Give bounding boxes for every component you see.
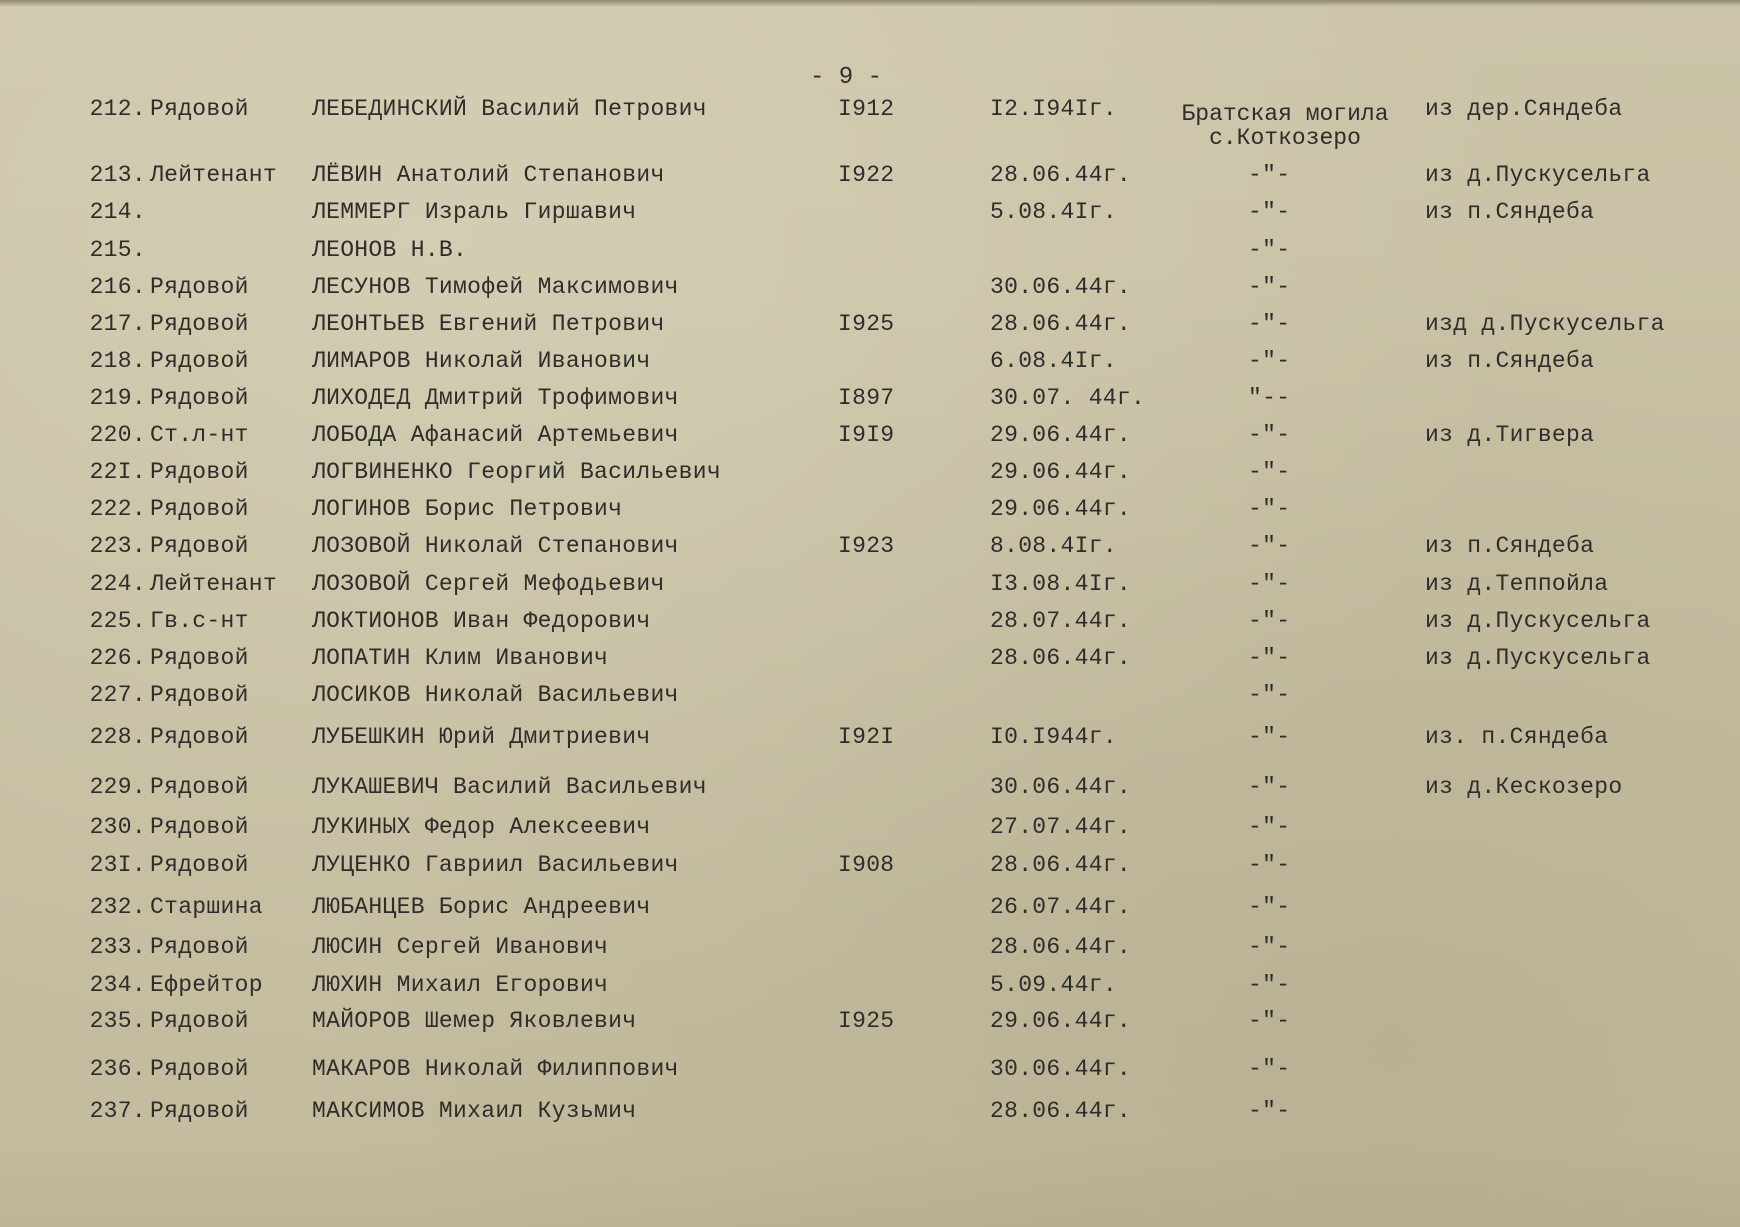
reburied-from: из п.Сяндеба xyxy=(1425,533,1595,559)
row-number: 236. xyxy=(89,1056,146,1082)
burial-place: -"- xyxy=(1248,496,1291,522)
death-date: 28.06.44г. xyxy=(990,645,1132,671)
soldier-name: ЛУЦЕНКО Гавриил Васильевич xyxy=(312,852,679,878)
soldier-name: ЛЕБЕДИНСКИЙ Василий Петрович xyxy=(312,96,707,122)
page-number: - 9 - xyxy=(810,64,883,91)
rank: Рядовой xyxy=(150,274,249,300)
reburied-from: из д.Тигвера xyxy=(1425,422,1595,448)
row-number: 224. xyxy=(89,571,146,597)
death-date: 6.08.4Iг. xyxy=(990,348,1117,374)
rank: Старшина xyxy=(150,894,263,920)
burial-place-header xyxy=(1165,102,1405,150)
rank: Рядовой xyxy=(150,385,249,411)
death-date: 29.06.44г. xyxy=(990,422,1132,448)
row-number: 237. xyxy=(89,1098,146,1124)
soldier-name: ЛИМАРОВ Николай Иванович xyxy=(312,348,651,374)
soldier-name: ЛОКТИОНОВ Иван Федорович xyxy=(312,608,651,634)
row-number: 232. xyxy=(89,894,146,920)
burial-header-line1: Братская могила xyxy=(1181,101,1389,127)
death-date: 5.09.44г. xyxy=(990,972,1117,998)
row-number: 222. xyxy=(89,496,146,522)
reburied-from: из п.Сяндеба xyxy=(1425,199,1595,225)
death-date: 28.06.44г. xyxy=(990,1098,1132,1124)
rank: Лейтенант xyxy=(150,162,277,188)
soldier-name: ЛЕОНОВ Н.В. xyxy=(312,237,468,263)
burial-place: -"- xyxy=(1248,1056,1291,1082)
soldier-name: ЛЁВИН Анатолий Степанович xyxy=(312,162,665,188)
death-date: 29.06.44г. xyxy=(990,1008,1132,1034)
row-number: 22I. xyxy=(89,459,146,485)
rank: Рядовой xyxy=(150,774,249,800)
row-number: 230. xyxy=(89,814,146,840)
burial-header-line2: с.Коткозеро xyxy=(1209,125,1361,151)
rank: Рядовой xyxy=(150,1056,249,1082)
burial-place: -"- xyxy=(1248,571,1291,597)
row-number: 225. xyxy=(89,608,146,634)
soldier-name: ЛЮХИН Михаил Егорович xyxy=(312,972,609,998)
rank: Рядовой xyxy=(150,645,249,671)
burial-place: -"- xyxy=(1248,645,1291,671)
soldier-name: ЛЕММЕРГ Израль Гиршавич xyxy=(312,199,637,225)
death-date: 29.06.44г. xyxy=(990,496,1132,522)
soldier-name: ЛЮСИН Сергей Иванович xyxy=(312,934,609,960)
reburied-from: из дер.Сяндеба xyxy=(1425,96,1623,122)
rank: Рядовой xyxy=(150,459,249,485)
birth-year: I912 xyxy=(838,96,895,122)
reburied-from: из. п.Сяндеба xyxy=(1425,724,1609,750)
rank: Ефрейтор xyxy=(150,972,263,998)
burial-place: -"- xyxy=(1248,1008,1291,1034)
rank: Рядовой xyxy=(150,96,249,122)
row-number: 235. xyxy=(89,1008,146,1034)
birth-year: I923 xyxy=(838,533,895,559)
birth-year: I908 xyxy=(838,852,895,878)
death-date: 28.06.44г. xyxy=(990,934,1132,960)
burial-place: -"- xyxy=(1248,774,1291,800)
birth-year: I922 xyxy=(838,162,895,188)
rank: Рядовой xyxy=(150,814,249,840)
burial-place: -"- xyxy=(1248,533,1291,559)
burial-place: -"- xyxy=(1248,348,1291,374)
reburied-from: из д.Кескозеро xyxy=(1425,774,1623,800)
death-date: I3.08.4Iг. xyxy=(990,571,1132,597)
death-date: 8.08.4Iг. xyxy=(990,533,1117,559)
birth-year: I897 xyxy=(838,385,895,411)
rank: Рядовой xyxy=(150,934,249,960)
row-number: 219. xyxy=(89,385,146,411)
rank: Лейтенант xyxy=(150,571,277,597)
reburied-from: из д.Пускусельга xyxy=(1425,608,1651,634)
burial-place: -"- xyxy=(1248,814,1291,840)
rank: Рядовой xyxy=(150,311,249,337)
death-date: 28.06.44г. xyxy=(990,311,1132,337)
soldier-name: МАКСИМОВ Михаил Кузьмич xyxy=(312,1098,637,1124)
death-date: 30.06.44г. xyxy=(990,774,1132,800)
soldier-name: ЛОСИКОВ Николай Васильевич xyxy=(312,682,679,708)
soldier-name: ЛУКАШЕВИЧ Василий Васильевич xyxy=(312,774,707,800)
soldier-name: МАЙОРОВ Шемер Яковлевич xyxy=(312,1008,637,1034)
rank: Рядовой xyxy=(150,1008,249,1034)
death-date: I2.I94Iг. xyxy=(990,96,1117,122)
death-date: 27.07.44г. xyxy=(990,814,1132,840)
soldier-name: ЛОГВИНЕНКО Георгий Васильевич xyxy=(312,459,721,485)
reburied-from: изд д.Пускусельга xyxy=(1425,311,1665,337)
row-number: 234. xyxy=(89,972,146,998)
row-number: 214. xyxy=(89,199,146,225)
rank: Рядовой xyxy=(150,1098,249,1124)
row-number: 220. xyxy=(89,422,146,448)
row-number: 226. xyxy=(89,645,146,671)
soldier-name: ЛОЗОВОЙ Сергей Мефодьевич xyxy=(312,571,665,597)
birth-year: I92I xyxy=(838,724,895,750)
row-number: 233. xyxy=(89,934,146,960)
birth-year: I9I9 xyxy=(838,422,895,448)
burial-place: -"- xyxy=(1248,852,1291,878)
death-date: 28.06.44г. xyxy=(990,852,1132,878)
death-date: 26.07.44г. xyxy=(990,894,1132,920)
row-number: 217. xyxy=(89,311,146,337)
birth-year: I925 xyxy=(838,1008,895,1034)
soldier-name: ЛИХОДЕД Дмитрий Трофимович xyxy=(312,385,679,411)
soldier-name: ЛЮБАНЦЕВ Борис Андреевич xyxy=(312,894,651,920)
rank: Рядовой xyxy=(150,682,249,708)
soldier-name: ЛЕСУНОВ Тимофей Максимович xyxy=(312,274,679,300)
burial-place: -"- xyxy=(1248,934,1291,960)
soldier-name: ЛУКИНЫХ Федор Алексеевич xyxy=(312,814,651,840)
burial-place: -"- xyxy=(1248,682,1291,708)
row-number: 227. xyxy=(89,682,146,708)
death-date: 30.06.44г. xyxy=(990,1056,1132,1082)
death-date: 28.06.44г. xyxy=(990,162,1132,188)
death-date: 28.07.44г. xyxy=(990,608,1132,634)
row-number: 223. xyxy=(89,533,146,559)
soldier-name: ЛОПАТИН Клим Иванович xyxy=(312,645,609,671)
row-number: 216. xyxy=(89,274,146,300)
row-number: 228. xyxy=(89,724,146,750)
death-date: I0.I944г. xyxy=(990,724,1117,750)
burial-place: -"- xyxy=(1248,1098,1291,1124)
soldier-name: МАКАРОВ Николай Филиппович xyxy=(312,1056,679,1082)
burial-place: -"- xyxy=(1248,422,1291,448)
reburied-from: из д.Теппойла xyxy=(1425,571,1609,597)
rank: Рядовой xyxy=(150,496,249,522)
soldier-name: ЛОЗОВОЙ Николай Степанович xyxy=(312,533,679,559)
burial-place: -"- xyxy=(1248,199,1291,225)
burial-place: -"- xyxy=(1248,724,1291,750)
burial-place: "-- xyxy=(1248,385,1291,411)
burial-place: -"- xyxy=(1248,274,1291,300)
rank: Рядовой xyxy=(150,348,249,374)
burial-place: -"- xyxy=(1248,894,1291,920)
rank: Рядовой xyxy=(150,852,249,878)
rank: Рядовой xyxy=(150,724,249,750)
rank: Рядовой xyxy=(150,533,249,559)
death-date: 5.08.4Iг. xyxy=(990,199,1117,225)
soldier-name: ЛЕОНТЬЕВ Евгений Петрович xyxy=(312,311,665,337)
reburied-from: из д.Пускусельга xyxy=(1425,645,1651,671)
row-number: 218. xyxy=(89,348,146,374)
reburied-from: из п.Сяндеба xyxy=(1425,348,1595,374)
burial-place: -"- xyxy=(1248,237,1291,263)
death-date: 29.06.44г. xyxy=(990,459,1132,485)
burial-place: -"- xyxy=(1248,459,1291,485)
burial-place: -"- xyxy=(1248,311,1291,337)
reburied-from: из д.Пускусельга xyxy=(1425,162,1651,188)
death-date: 30.07. 44г. xyxy=(990,385,1146,411)
soldier-name: ЛОГИНОВ Борис Петрович xyxy=(312,496,623,522)
rank: Ст.л-нт xyxy=(150,422,249,448)
row-number: 215. xyxy=(89,237,146,263)
row-number: 23I. xyxy=(89,852,146,878)
burial-place: -"- xyxy=(1248,162,1291,188)
row-number: 212. xyxy=(89,96,146,122)
burial-place: -"- xyxy=(1248,972,1291,998)
soldier-name: ЛУБЕШКИН Юрий Дмитриевич xyxy=(312,724,651,750)
soldier-name: ЛОБОДА Афанасий Артемьевич xyxy=(312,422,679,448)
rank: Гв.с-нт xyxy=(150,608,249,634)
death-date: 30.06.44г. xyxy=(990,274,1132,300)
row-number: 213. xyxy=(89,162,146,188)
row-number: 229. xyxy=(89,774,146,800)
burial-place: -"- xyxy=(1248,608,1291,634)
birth-year: I925 xyxy=(838,311,895,337)
